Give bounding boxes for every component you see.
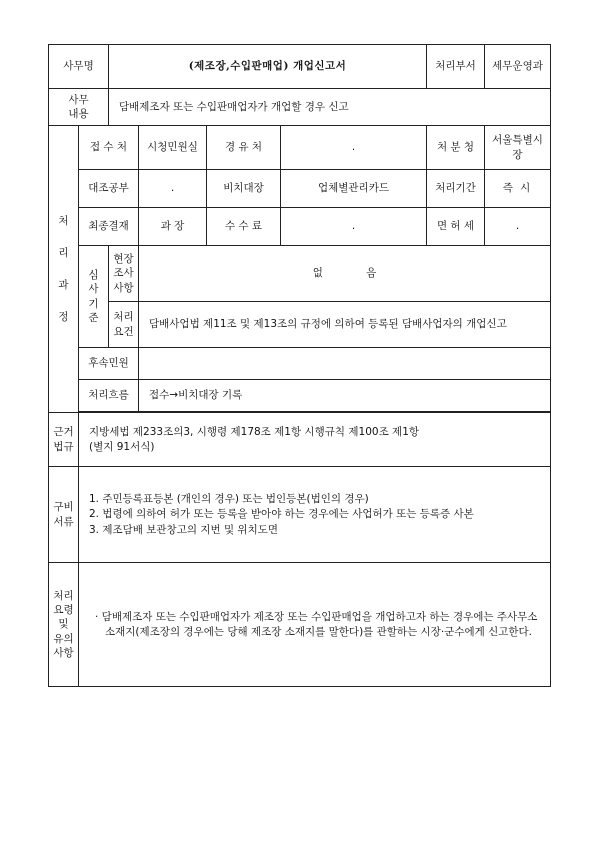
site-inspection-label: 현장 조사 사항 xyxy=(109,246,139,302)
process-row-1 xyxy=(49,126,551,170)
approval-value: 과 장 xyxy=(139,208,207,246)
documents-label: 구비 서류 xyxy=(49,467,79,563)
notes-text: · 담배제조자 또는 수입판매업자가 제조장 또는 수입판매업을 개업하고자 하는 경우에는 주사무소 소재지(제조장의 경우에는 당해 제조장 소재지를 말한다)를 관할하는 시장·군수에게 신고한다. xyxy=(79,563,551,687)
period-label: 처리기간 xyxy=(427,170,485,208)
fee-label: 수 수 료 xyxy=(207,208,281,246)
dept-label: 처리부서 xyxy=(427,45,485,89)
fee-value: . xyxy=(281,208,427,246)
legal-label: 근거 법규 xyxy=(49,413,79,467)
content-text: 담배제조자 또는 수입판매업자가 개업할 경우 신고 xyxy=(109,89,551,126)
license-tax-value: . xyxy=(485,208,551,246)
via-value: . xyxy=(281,126,427,170)
flow-label: 처리흐름 xyxy=(79,380,139,412)
flow-value: 접수→비치대장 기록 xyxy=(139,380,551,412)
reception-value: 시청민원실 xyxy=(139,126,207,170)
ledger-label: 비치대장 xyxy=(207,170,281,208)
notes-row xyxy=(49,563,551,687)
legal-text-line-2: (별지 91서식) xyxy=(89,440,155,453)
report-form xyxy=(48,44,551,687)
flow-row xyxy=(49,380,551,412)
follow-value xyxy=(139,348,551,380)
content-row xyxy=(49,89,551,126)
content-label: 사무 내용 xyxy=(49,89,109,126)
legal-row xyxy=(49,413,551,467)
ledger-value: 업체별관리카드 xyxy=(281,170,427,208)
follow-row xyxy=(49,348,551,380)
division-label: 처 분 청 xyxy=(427,126,485,170)
document-item: 3. 제조담배 보관창고의 지번 및 위치도면 xyxy=(89,523,278,536)
site-inspection-value: 없 음 xyxy=(139,246,551,302)
process-row-2 xyxy=(49,170,551,208)
documents-list xyxy=(79,467,551,563)
header-row xyxy=(49,45,551,89)
review-criteria-label: 심 사 기 준 xyxy=(79,246,109,348)
document-item: 2. 법령에 의하여 허가 또는 등록을 받아야 하는 경우에는 사업허가 또는 등록증 사본 xyxy=(89,508,474,521)
process-side-label: 처 리 과 정 xyxy=(49,126,79,413)
via-label: 경 유 처 xyxy=(207,126,281,170)
requirement-label: 처리 요건 xyxy=(109,302,139,348)
affair-label: 사무명 xyxy=(49,45,109,89)
delegation-label: 대조공부 xyxy=(79,170,139,208)
requirement-value: 담배사업법 제11조 및 제13조의 규정에 의하여 등록된 담배사업자의 개업신고 xyxy=(139,302,551,348)
period-value: 즉 시 xyxy=(485,170,551,208)
document-item: 1. 주민등록표등본 (개인의 경우) 또는 법인등본(법인의 경우) xyxy=(89,493,369,506)
legal-text-line-1: 지방세법 제233조의3, 시행령 제178조 제1항 시행규칙 제100조 제1항 xyxy=(89,426,420,439)
approval-label: 최종결재 xyxy=(79,208,139,246)
license-tax-label: 면 허 세 xyxy=(427,208,485,246)
review-site-row xyxy=(49,246,551,302)
follow-label: 후속민원 xyxy=(79,348,139,380)
documents-row xyxy=(49,467,551,563)
review-requirement-row xyxy=(49,302,551,348)
dept-value: 세무운영과 xyxy=(485,45,551,89)
form-title: (제조장,수입판매업) 개업신고서 xyxy=(109,45,427,89)
reception-label: 접 수 처 xyxy=(79,126,139,170)
division-value: 서울특별시장 xyxy=(485,126,551,170)
delegation-value: . xyxy=(139,170,207,208)
notes-label: 처리 요령 및 유의 사항 xyxy=(49,563,79,687)
legal-text xyxy=(79,413,551,467)
process-row-3 xyxy=(49,208,551,246)
